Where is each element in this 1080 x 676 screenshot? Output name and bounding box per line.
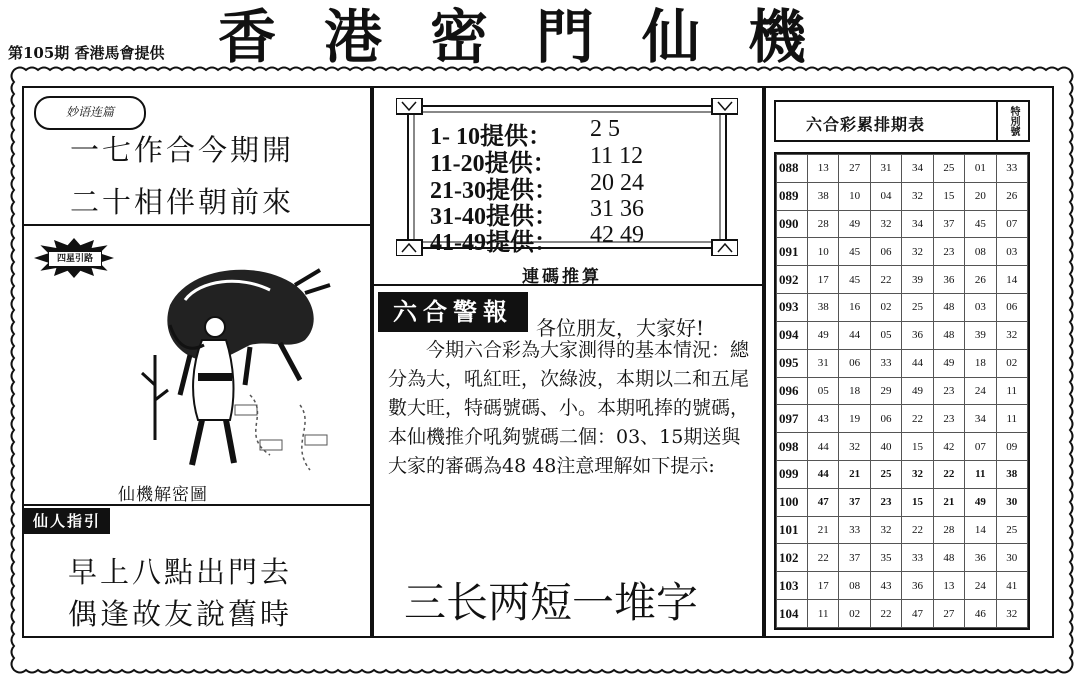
number-cell: 13: [808, 155, 839, 183]
number-row: 11-20提供： 11 12: [430, 143, 644, 177]
number-cell: 34: [902, 210, 933, 238]
table-row: [777, 516, 1028, 544]
number-cell: 28: [933, 516, 964, 544]
number-cell: 17: [808, 572, 839, 600]
number-cell: 06: [870, 405, 901, 433]
number-cell: 22: [902, 405, 933, 433]
number-cell: 32: [902, 460, 933, 488]
number-cell: 15: [933, 182, 964, 210]
number-row: 21-30提供： 20 24: [430, 170, 644, 204]
bull-wrestler-illustration: [130, 245, 360, 485]
number-cell: 09: [996, 433, 1027, 461]
table-row: [777, 266, 1028, 294]
number-cell: 32: [902, 182, 933, 210]
number-cell: 16: [839, 294, 870, 322]
number-cell: 33: [870, 349, 901, 377]
table-row: [777, 210, 1028, 238]
number-cell: 27: [839, 155, 870, 183]
number-cell: 03: [965, 294, 996, 322]
table-row: [777, 377, 1028, 405]
number-cell: 45: [839, 266, 870, 294]
number-cell: 45: [965, 210, 996, 238]
number-cell: 46: [965, 600, 996, 628]
number-cell: 02: [996, 349, 1027, 377]
number-cell: 25: [933, 155, 964, 183]
table-row: [777, 349, 1028, 377]
number-cell: 37: [839, 544, 870, 572]
alert-greeting: 各位朋友，大家好!: [536, 316, 705, 340]
period-cell: 103: [777, 572, 808, 600]
period-cell: 093: [777, 294, 808, 322]
table-row: [777, 488, 1028, 516]
number-cell: 05: [808, 377, 839, 405]
number-cell: 49: [965, 488, 996, 516]
table-row: [777, 294, 1028, 322]
number-cell: 21: [933, 488, 964, 516]
number-cell: 23: [870, 488, 901, 516]
number-cell: 35: [870, 544, 901, 572]
number-cell: 31: [808, 349, 839, 377]
number-cell: 44: [839, 321, 870, 349]
number-cell: 26: [965, 266, 996, 294]
period-cell: 098: [777, 433, 808, 461]
number-cell: 06: [870, 238, 901, 266]
number-cell: 39: [965, 321, 996, 349]
number-cell: 25: [902, 294, 933, 322]
number-cell: 44: [808, 460, 839, 488]
number-cell: 22: [870, 600, 901, 628]
period-cell: 102: [777, 544, 808, 572]
number-cell: 23: [933, 377, 964, 405]
number-cell: 08: [965, 238, 996, 266]
number-cell: 18: [965, 349, 996, 377]
page-title: 香港密門仙機: [218, 3, 855, 71]
number-cell: 38: [996, 460, 1027, 488]
number-cell: 41: [996, 572, 1027, 600]
hint-text: 三长两短一堆字: [404, 578, 699, 627]
number-cell: 40: [870, 433, 901, 461]
number-cell: 03: [996, 238, 1027, 266]
number-cell: 18: [839, 377, 870, 405]
number-cell: 11: [996, 377, 1027, 405]
number-cell: 43: [870, 572, 901, 600]
number-row: 41-49提供： 42 49: [430, 222, 644, 256]
number-cell: 26: [996, 182, 1027, 210]
number-cell: 49: [902, 377, 933, 405]
poem-tag: 妙语连篇: [34, 96, 146, 130]
number-cell: 34: [902, 155, 933, 183]
number-cell: 11: [996, 405, 1027, 433]
number-cell: 06: [839, 349, 870, 377]
number-cell: 32: [839, 433, 870, 461]
number-cell: 11: [808, 600, 839, 628]
number-cell: 34: [965, 405, 996, 433]
number-cell: 32: [902, 238, 933, 266]
number-cell: 28: [808, 210, 839, 238]
number-cell: 32: [870, 516, 901, 544]
number-cell: 42: [933, 433, 964, 461]
guide-line-1: 早上八點出門去: [68, 555, 293, 589]
guide-tag: 仙人指引: [24, 508, 110, 534]
number-cell: 45: [839, 238, 870, 266]
number-cell: 15: [902, 488, 933, 516]
illustration-caption: 仙機解密圖: [118, 485, 208, 505]
number-cell: 24: [965, 377, 996, 405]
period-cell: 094: [777, 321, 808, 349]
number-cell: 49: [933, 349, 964, 377]
table-row: [777, 433, 1028, 461]
number-cell: 48: [933, 294, 964, 322]
number-cell: 36: [933, 266, 964, 294]
alert-tag: 六合警報: [378, 292, 528, 332]
number-cell: 38: [808, 182, 839, 210]
guide-line-2: 偶逢故友說舊時: [68, 597, 293, 631]
table-row: [777, 572, 1028, 600]
period-cell: 088: [777, 155, 808, 183]
table-row: [777, 460, 1028, 488]
number-cell: 39: [902, 266, 933, 294]
alert-body: 今期六合彩為大家測得的基本情況：總分為大，吼紅旺，次綠波，本期以二和五尾數大旺，特碼號碼、小。本期吼捧的號碼，本仙機推介吼夠號碼二個：03、15期送與大家的審碼為48 48注意理解如下提示:: [388, 339, 750, 477]
number-cell: 33: [902, 544, 933, 572]
issue-label: 第105期 香港馬會提供: [8, 44, 165, 62]
number-cell: 31: [870, 155, 901, 183]
number-cell: 49: [808, 321, 839, 349]
numbers-caption: 連碼推算: [522, 267, 602, 287]
number-cell: 47: [808, 488, 839, 516]
number-cell: 07: [965, 433, 996, 461]
number-cell: 02: [870, 294, 901, 322]
badge-label: 四星引路: [48, 251, 102, 267]
number-cell: 48: [933, 321, 964, 349]
period-cell: 092: [777, 266, 808, 294]
number-cell: 44: [902, 349, 933, 377]
number-cell: 22: [933, 460, 964, 488]
number-cell: 27: [933, 600, 964, 628]
period-cell: 091: [777, 238, 808, 266]
number-cell: 21: [808, 516, 839, 544]
number-cell: 06: [996, 294, 1027, 322]
number-cell: 22: [808, 544, 839, 572]
number-cell: 04: [870, 182, 901, 210]
number-cell: 29: [870, 377, 901, 405]
number-cell: 15: [902, 433, 933, 461]
number-cell: 36: [902, 321, 933, 349]
number-cell: 19: [839, 405, 870, 433]
table-row: [777, 321, 1028, 349]
period-cell: 100: [777, 488, 808, 516]
table-row: [777, 155, 1028, 183]
number-cell: 44: [808, 433, 839, 461]
number-cell: 14: [996, 266, 1027, 294]
number-cell: 02: [839, 600, 870, 628]
number-cell: 20: [965, 182, 996, 210]
number-cell: 32: [996, 600, 1027, 628]
period-cell: 090: [777, 210, 808, 238]
number-cell: 22: [902, 516, 933, 544]
number-cell: 23: [933, 405, 964, 433]
number-cell: 01: [965, 155, 996, 183]
table-row: [777, 182, 1028, 210]
number-cell: 32: [996, 321, 1027, 349]
table-row: [777, 405, 1028, 433]
number-cell: 23: [933, 238, 964, 266]
poem-line-2: 二十相伴朝前來: [70, 185, 295, 219]
number-cell: 08: [839, 572, 870, 600]
number-cell: 07: [996, 210, 1027, 238]
number-cell: 43: [808, 405, 839, 433]
number-cell: 13: [933, 572, 964, 600]
number-cell: 48: [933, 544, 964, 572]
poem-line-1: 一七作合今期開: [70, 133, 295, 167]
period-cell: 104: [777, 600, 808, 628]
number-cell: 25: [870, 460, 901, 488]
number-cell: 10: [808, 238, 839, 266]
period-cell: 099: [777, 460, 808, 488]
number-cell: 37: [839, 488, 870, 516]
number-cell: 05: [870, 321, 901, 349]
table-row: [777, 238, 1028, 266]
number-cell: 11: [965, 460, 996, 488]
period-cell: 101: [777, 516, 808, 544]
period-cell: 097: [777, 405, 808, 433]
number-cell: 17: [808, 266, 839, 294]
number-cell: 36: [902, 572, 933, 600]
number-cell: 30: [996, 544, 1027, 572]
number-cell: 47: [902, 600, 933, 628]
table-row: [777, 600, 1028, 628]
number-cell: 33: [839, 516, 870, 544]
number-cell: 36: [965, 544, 996, 572]
draw-history-table: [774, 152, 1030, 630]
number-cell: 38: [808, 294, 839, 322]
special-number-label: 特別號: [996, 102, 1028, 140]
number-cell: 37: [933, 210, 964, 238]
number-cell: 32: [870, 210, 901, 238]
number-cell: 10: [839, 182, 870, 210]
number-cell: 30: [996, 488, 1027, 516]
period-cell: 096: [777, 377, 808, 405]
period-cell: 095: [777, 349, 808, 377]
table-title: 六合彩累排期表: [806, 115, 926, 134]
number-cell: 49: [839, 210, 870, 238]
number-cell: 24: [965, 572, 996, 600]
period-cell: 089: [777, 182, 808, 210]
number-row: 1- 10提供： 2 5: [430, 116, 620, 150]
table-row: [777, 544, 1028, 572]
number-cell: 14: [965, 516, 996, 544]
number-cell: 22: [870, 266, 901, 294]
number-cell: 33: [996, 155, 1027, 183]
number-cell: 25: [996, 516, 1027, 544]
number-row: 31-40提供： 31 36: [430, 196, 644, 230]
number-cell: 21: [839, 460, 870, 488]
